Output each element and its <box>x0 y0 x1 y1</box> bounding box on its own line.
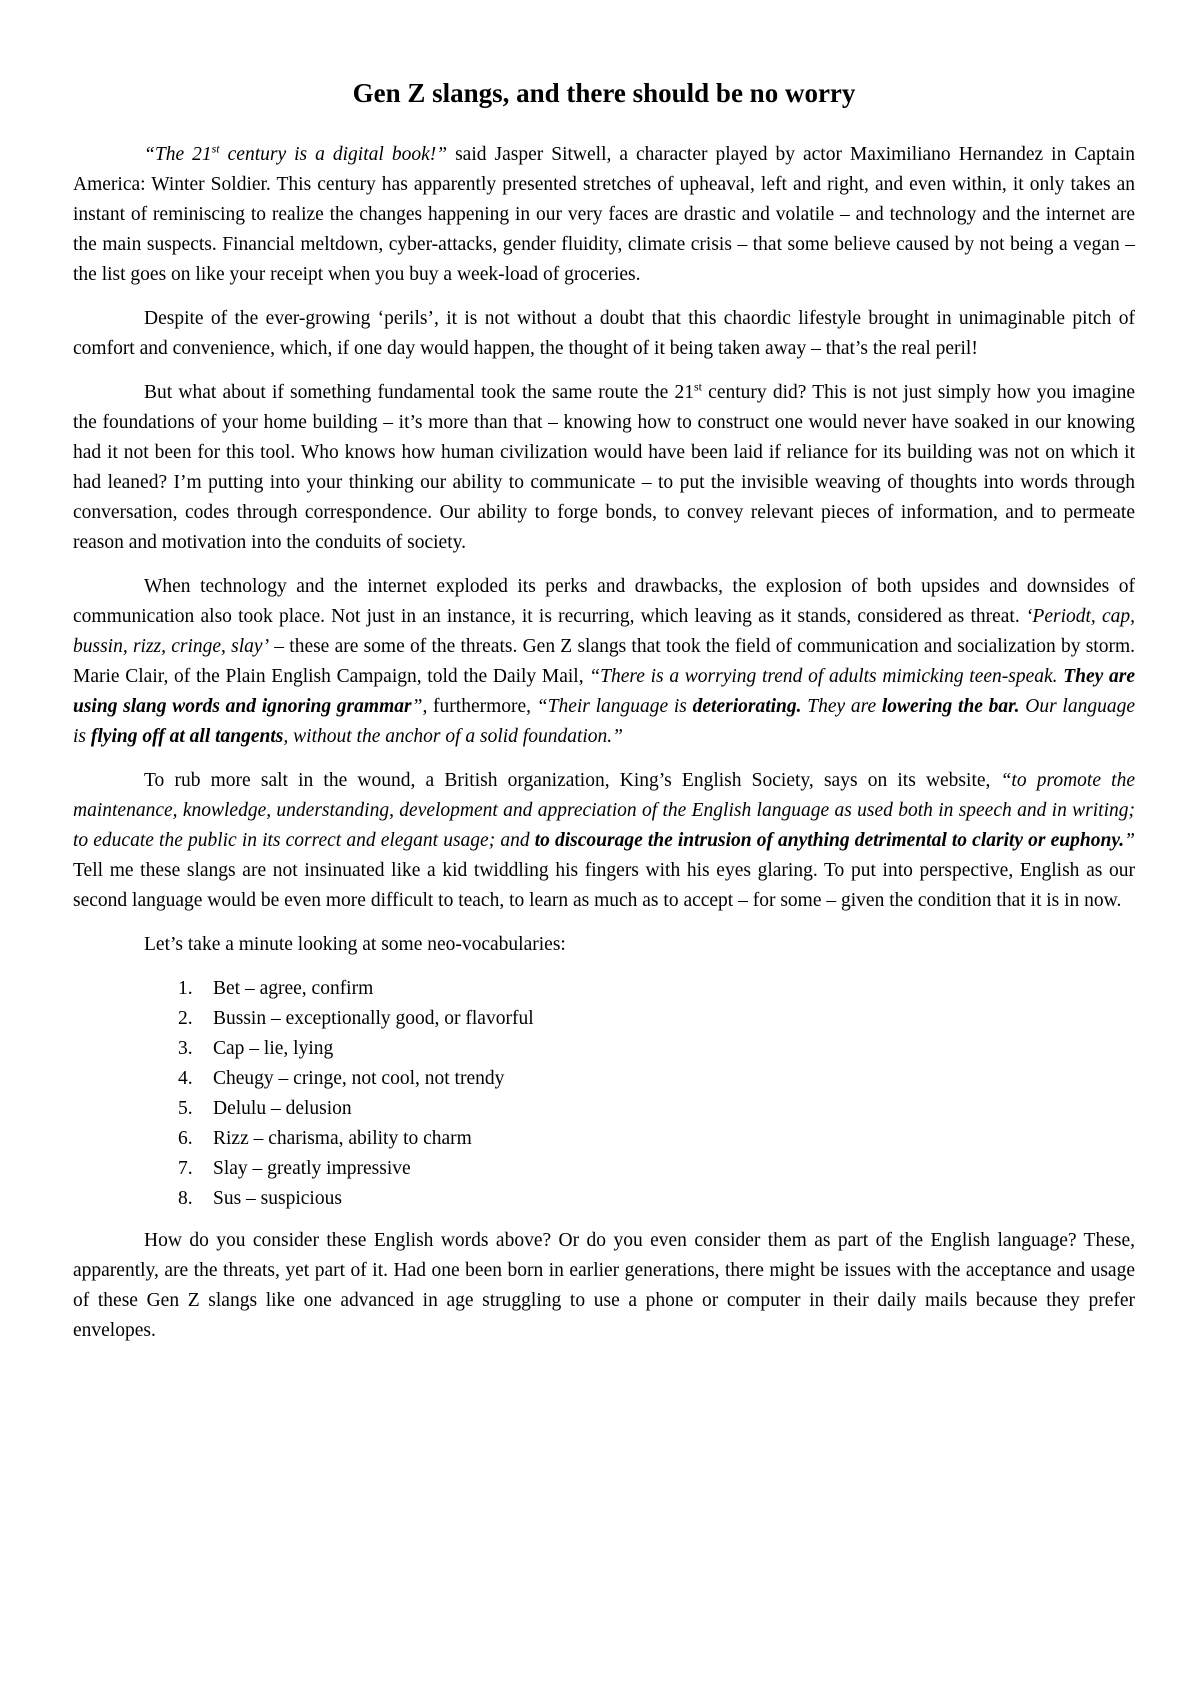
quote-text-end: century is a digital book!” <box>219 144 448 165</box>
list-item-number: 8. <box>178 1188 193 1209</box>
quote-italic: “to promote the maintenance, knowledge, understanding, development and appreciation of the English language as used both in speech and in writing; to educate the public in its correct and elegant usage; and <box>73 770 1135 851</box>
quote-bold: to discourage the intrusion of anything detrimental to clarity or euphony. <box>534 830 1125 851</box>
quote-bold-deteriorating: deteriorating. <box>692 696 802 717</box>
list-item-number: 7. <box>178 1158 193 1179</box>
quote-italic: “There is a worrying trend of adults mimicking teen-speak. <box>589 666 1064 687</box>
list-item <box>73 1064 1135 1094</box>
opening-quote <box>144 141 448 165</box>
list-item <box>73 1154 1135 1184</box>
quote-bold-lowering: lowering the bar. <box>881 696 1020 717</box>
connector-text: , furthermore, <box>422 696 537 717</box>
quote-bold: They are using slang words and ignoring grammar <box>73 666 1135 717</box>
list-item-text: Bet – agree, confirm <box>213 978 374 999</box>
list-item <box>73 1004 1135 1034</box>
list-item-number: 6. <box>178 1128 193 1149</box>
quote-part: Our language is <box>73 696 1136 747</box>
paragraph-text-cont: – these are some of the threats. Gen Z slangs that took the field of communication and socialization by storm. Marie Clair, of the Plain English Campaign, told the Daily Mail, <box>73 636 1135 687</box>
page-title: Gen Z slangs, and there should be no worry <box>352 78 856 108</box>
list-item-text: Cheugy – cringe, not cool, not trendy <box>213 1068 505 1089</box>
paragraph-perils: Despite of the ever-growing ‘perils’, it is not without a doubt that this chaordic lifestyle brought in unimaginable pitch of comfort and convenience, which, if one day would happen, the thought of it being taken away – that’s the real peril! <box>73 308 1135 359</box>
ordinal-suffix: st <box>693 379 702 394</box>
list-item-number: 1. <box>178 978 193 999</box>
list-item-number: 5. <box>178 1098 193 1119</box>
slang-list: ‘Periodt, cap, bussin, rizz, cringe, slay’ <box>73 606 1136 657</box>
list-item-number: 4. <box>178 1068 193 1089</box>
paragraph-text: To rub more salt in the wound, a British organization, King’s English Society, says on its website, <box>144 770 1001 791</box>
vocab-list <box>73 974 1135 1214</box>
paragraph-list-intro: Let’s take a minute looking at some neo-vocabularies: <box>144 934 566 955</box>
list-item-number: 2. <box>178 1008 193 1029</box>
paragraph-text-cont: century did? This is not just simply how you imagine the foundations of your home building – it’s more than that – knowing how to construct one would never have soaked in our knowing had it not been for this tool. Who knows how human civilization would have been laid if reliance for its building was not on which it had leaned? I’m putting into your thinking our ability to communicate – to put the invisible weaving of thoughts into words through conversation, codes through correspondence. Our ability to forge bonds, to convey relevant pieces of information, and to permeate reason and motivation into the conduits of society. <box>73 382 1135 553</box>
list-item-text: Rizz – charisma, ability to charm <box>213 1128 472 1149</box>
list-item <box>73 974 1135 1004</box>
paragraph-threats <box>73 572 1135 752</box>
list-item-text: Delulu – delusion <box>213 1098 352 1119</box>
list-item-text: Sus – suspicious <box>213 1188 342 1209</box>
quote-text: “The 21 <box>144 144 212 165</box>
list-item <box>73 1034 1135 1064</box>
list-item-text: Bussin – exceptionally good, or flavorful <box>213 1008 534 1029</box>
list-item-number: 3. <box>178 1038 193 1059</box>
quote-part: “Their language is <box>536 696 693 717</box>
paragraph-text: When technology and the internet exploded its perks and drawbacks, the explosion of both upsides and downsides of communication also took place. Not just in an instance, it is recurring, which leaving as it stands, considered as threat. <box>73 576 1135 627</box>
quote-close: ” <box>411 696 423 717</box>
quote-part-end: , without the anchor of a solid foundation.” <box>283 726 624 747</box>
ordinal-suffix: st <box>211 141 220 156</box>
quote-part: They are <box>801 696 882 717</box>
paragraph-kings-english <box>73 766 1135 916</box>
list-item <box>73 1094 1135 1124</box>
list-item-text: Slay – greatly impressive <box>213 1158 411 1179</box>
list-item <box>73 1124 1135 1154</box>
paragraph-fundamental <box>73 378 1135 558</box>
quote-close: ” <box>1124 830 1135 851</box>
paragraph-intro <box>73 140 1135 290</box>
paragraph-text: said Jasper Sitwell, a character played by actor Maximiliano Hernandez in Captain America: Winter Soldier. This century has apparently presented stretches of upheaval, left and right, and even within, it only takes an instant of reminiscing to realize the changes happening in our very faces are drastic and volatile – and technology and the internet are the main suspects. Financial meltdown, cyber-attacks, gender fluidity, climate crisis – that some believe caused by not being a vegan – the list goes on like your receipt when you buy a week-load of groceries. <box>73 144 1135 285</box>
paragraph-text: But what about if something fundamental took the same route the 21 <box>144 382 694 403</box>
quote-bold-flying: flying off at all tangents <box>90 726 284 747</box>
list-item-text: Cap – lie, lying <box>213 1038 334 1059</box>
paragraph-text-cont: Tell me these slangs are not insinuated like a kid twiddling his fingers with his eyes glaring. To put into perspective, English as our second language would be even more difficult to teach, to learn as much as to accept – for some – given the condition that it is in now. <box>73 860 1135 911</box>
document-page <box>73 76 1135 1360</box>
list-item <box>73 1184 1135 1214</box>
paragraph-conclusion: How do you consider these English words above? Or do you even consider them as part of the English language? These, apparently, are the threats, yet part of it. Had one been born in earlier generations, there might be issues with the acceptance and usage of these Gen Z slangs like one advanced in age struggling to use a phone or computer in their daily mails because they prefer envelopes. <box>73 1230 1135 1341</box>
